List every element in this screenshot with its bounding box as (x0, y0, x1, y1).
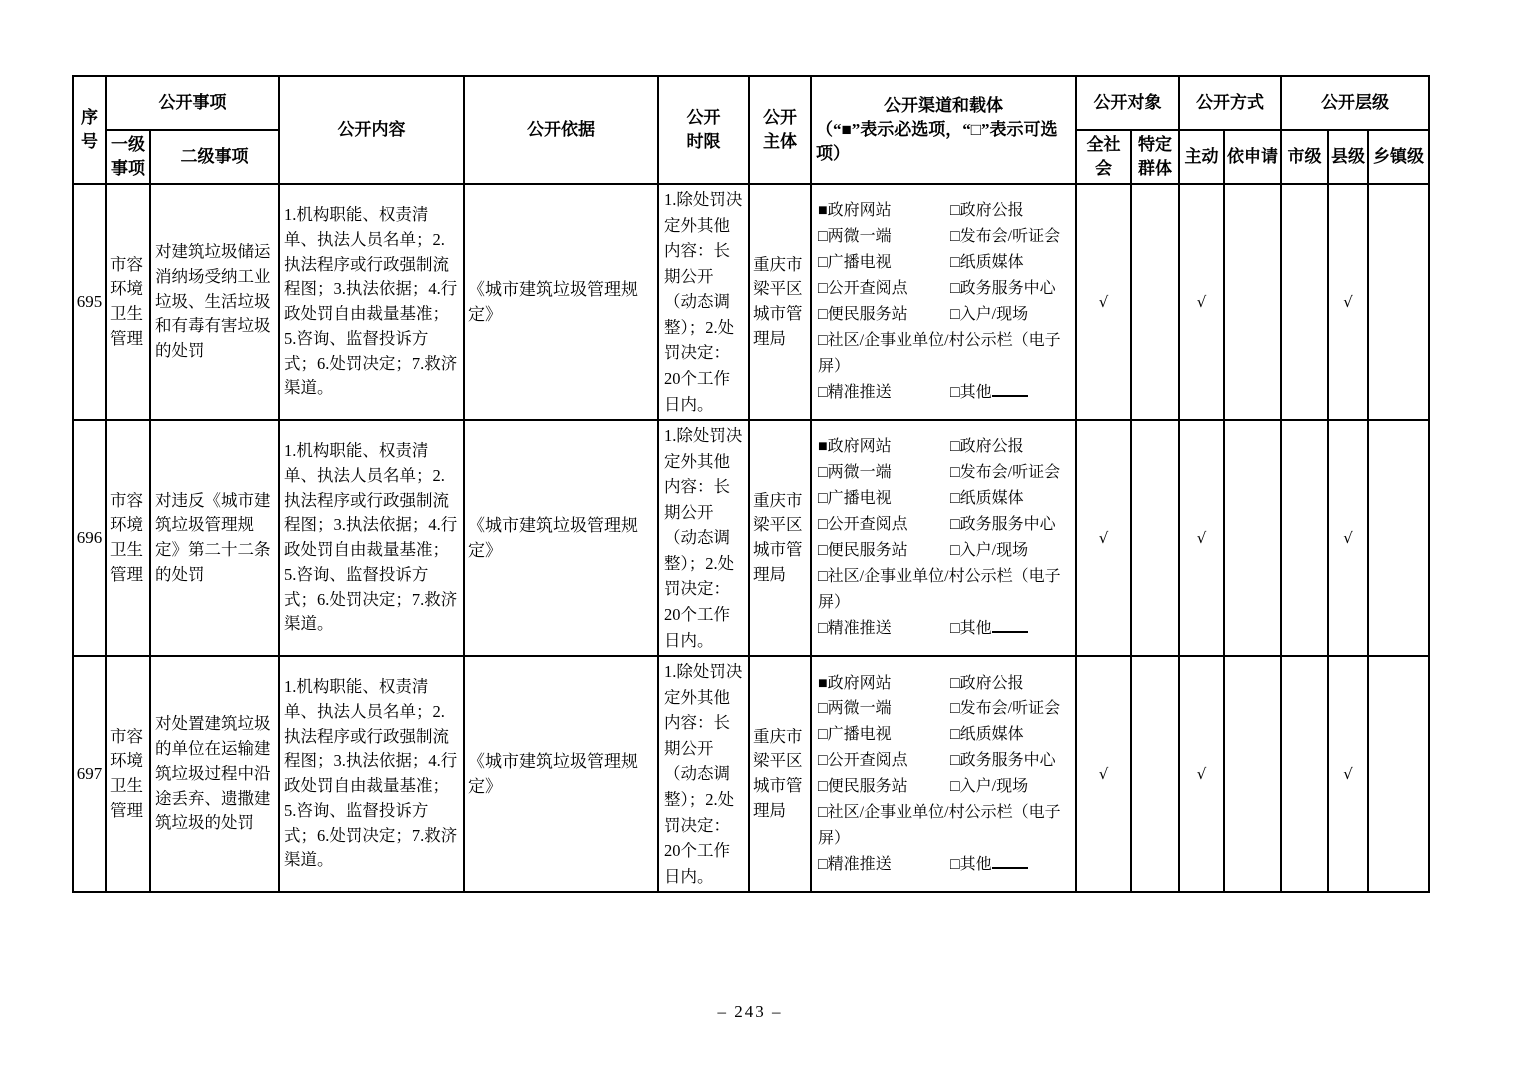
channel-option-row (818, 434, 1073, 460)
header-level-county: 县级 (1328, 130, 1368, 184)
level2-cell: 对建筑垃圾储运消纳场受纳工业垃圾、生活垃圾和有毒有害垃圾的处罚 (150, 184, 279, 420)
subject-cell: 重庆市梁平区城市管理局 (749, 656, 811, 892)
channel-option-row (818, 302, 1073, 328)
checkbox-empty-icon: □ (818, 726, 828, 744)
channel-option (818, 434, 950, 460)
channel-option (818, 671, 950, 697)
channel-option (950, 852, 1073, 878)
channel-option-row (818, 616, 1073, 642)
channel-option (818, 774, 950, 800)
channel-option (950, 696, 1073, 722)
header-target-all-label: 全社会 (1086, 135, 1121, 178)
channel-option (818, 852, 950, 878)
channel-option-row (818, 276, 1073, 302)
checkbox-empty-icon: □ (950, 438, 960, 456)
checkbox-empty-icon: □ (818, 228, 828, 246)
channel-option-row (818, 224, 1073, 250)
channel-option (818, 616, 950, 642)
checkbox-empty-icon: □ (950, 490, 960, 508)
time-limit-cell: 1.除处罚决定外其他内容：长期公开（动态调整）；2.处罚决定：20个工作日内。 (658, 420, 749, 656)
channels-cell (811, 420, 1076, 656)
check-method-active: √ (1179, 656, 1224, 892)
channel-option-label: 广播电视 (827, 726, 892, 744)
checkbox-empty-icon: □ (818, 516, 828, 534)
header-level-township: 乡镇级 (1368, 130, 1429, 184)
channel-option (818, 564, 1073, 616)
channel-option-label: 广播电视 (827, 490, 892, 508)
header-basis: 公开依据 (464, 76, 658, 184)
checkbox-empty-icon: □ (818, 383, 828, 401)
channel-option (950, 434, 1073, 460)
channel-option (950, 748, 1073, 774)
serial-cell: 695 (73, 184, 106, 420)
checkbox-empty-icon: □ (950, 306, 960, 324)
serial-cell: 697 (73, 656, 106, 892)
channel-option-label: 政务服务中心 (959, 516, 1056, 534)
level1-cell: 市容环境卫生管理 (106, 184, 150, 420)
channel-option (818, 800, 1073, 852)
channel-option (950, 276, 1073, 302)
checkbox-filled-icon: ■ (818, 674, 828, 692)
header-target-all (1076, 130, 1131, 184)
checkbox-empty-icon: □ (950, 855, 960, 873)
channel-option-label: 入户/现场 (959, 306, 1029, 324)
level2-cell: 对违反《城市建筑垃圾管理规定》第二十二条的处罚 (150, 420, 279, 656)
channel-option-label: 便民服务站 (827, 306, 908, 324)
checkbox-empty-icon: □ (818, 542, 828, 560)
channel-option-row (818, 486, 1073, 512)
channels-cell (811, 184, 1076, 420)
header-time-limit (658, 76, 749, 184)
checkbox-empty-icon: □ (818, 778, 828, 796)
channel-option-label: 纸质媒体 (959, 726, 1024, 744)
channel-option (950, 198, 1073, 224)
check-target-all: √ (1076, 184, 1131, 420)
channel-option-label: 入户/现场 (959, 542, 1029, 560)
check-level-county: √ (1328, 184, 1368, 420)
level1-cell: 市容环境卫生管理 (106, 420, 150, 656)
checkbox-filled-icon: ■ (818, 438, 828, 456)
checkbox-filled-icon: ■ (818, 202, 828, 220)
checkbox-empty-icon: □ (950, 726, 960, 744)
header-method-on-request: 依申请 (1224, 130, 1281, 184)
checkbox-empty-icon: □ (950, 542, 960, 560)
channel-option (818, 696, 950, 722)
channel-option-label: 政府公报 (959, 438, 1024, 456)
channel-option (818, 512, 950, 538)
basis-cell: 《城市建筑垃圾管理规定》 (464, 656, 658, 892)
channel-option-label: 发布会/听证会 (959, 228, 1061, 246)
channel-option (950, 512, 1073, 538)
level1-cell: 市容环境卫生管理 (106, 656, 150, 892)
channel-option (818, 722, 950, 748)
header-channels-title: 公开渠道和载体 (884, 96, 1003, 116)
check-target-all: √ (1076, 656, 1131, 892)
channel-option-label: 社区/企事业单位/村公示栏（电子屏） (818, 331, 1061, 375)
channel-option-label: 公开查阅点 (827, 280, 908, 298)
channel-option-label: 政府网站 (827, 674, 892, 692)
channel-option-label: 其他 (959, 855, 992, 873)
checkbox-empty-icon: □ (818, 700, 828, 718)
header-level-city: 市级 (1281, 130, 1328, 184)
header-subject (749, 76, 811, 184)
channel-option (818, 538, 950, 564)
page-number: – 243 – (717, 1002, 783, 1021)
channel-option (818, 380, 950, 406)
channel-option-label: 两微一端 (827, 464, 892, 482)
check-method-active: √ (1179, 184, 1224, 420)
channel-option (950, 302, 1073, 328)
check-level-township (1368, 184, 1429, 420)
channel-option-label: 纸质媒体 (959, 254, 1024, 272)
channel-option-label: 公开查阅点 (827, 516, 908, 534)
blank-underline (992, 382, 1028, 397)
checkbox-empty-icon: □ (950, 619, 960, 637)
content-cell: 1.机构职能、权责清单、执法人员名单；2.执法程序或行政强制流程图；3.执法依据；4.行政处罚自由裁量基准；5.咨询、监督投诉方式；6.处罚决定；7.救济渠道。 (279, 420, 464, 656)
header-channels (811, 76, 1076, 184)
channel-option (950, 486, 1073, 512)
channel-option-row (818, 774, 1073, 800)
header-target: 公开对象 (1076, 76, 1179, 130)
checkbox-empty-icon: □ (818, 490, 828, 508)
header-matters-level1: 一级事项 (106, 130, 150, 184)
channel-option (818, 276, 950, 302)
checkbox-empty-icon: □ (950, 254, 960, 272)
checkbox-empty-icon: □ (818, 254, 828, 272)
channel-option-label: 发布会/听证会 (959, 700, 1061, 718)
channel-option-label: 社区/企事业单位/村公示栏（电子屏） (818, 568, 1061, 611)
channel-option-label: 政府网站 (827, 438, 892, 456)
header-time-limit-label: 公开时限 (686, 108, 721, 151)
channels-cell (811, 656, 1076, 892)
channel-option-row (818, 380, 1073, 406)
header-matters: 公开事项 (106, 76, 279, 130)
checkbox-empty-icon: □ (818, 280, 828, 298)
checkbox-empty-icon: □ (950, 464, 960, 482)
channel-option-label: 其他 (959, 383, 992, 401)
checkbox-empty-icon: □ (950, 752, 960, 770)
check-method-on-request (1224, 656, 1281, 892)
channel-option (818, 748, 950, 774)
check-method-on-request (1224, 420, 1281, 656)
header-serial: 序号 (73, 76, 106, 184)
checkbox-empty-icon: □ (950, 700, 960, 718)
check-target-all: √ (1076, 420, 1131, 656)
channel-option-label: 社区/企事业单位/村公示栏（电子屏） (818, 804, 1061, 847)
checkbox-empty-icon: □ (950, 280, 960, 298)
disclosure-table (72, 75, 1430, 893)
channel-option-label: 两微一端 (827, 228, 892, 246)
check-level-township (1368, 656, 1429, 892)
channel-option-label: 便民服务站 (827, 542, 908, 560)
channel-option-row (818, 748, 1073, 774)
channel-option-row (818, 671, 1073, 697)
channel-option (950, 460, 1073, 486)
check-level-township (1368, 420, 1429, 656)
time-limit-cell: 1.除处罚决定外其他内容：长期公开（动态调整）；2.处罚决定：20个工作日内。 (658, 656, 749, 892)
blank-underline (992, 854, 1028, 869)
check-target-specific (1131, 656, 1179, 892)
checkbox-empty-icon: □ (818, 331, 828, 349)
serial-cell: 696 (73, 420, 106, 656)
header-channels-note: （“■”表示必选项，“□”表示可选项） (816, 120, 1058, 163)
content-cell: 1.机构职能、权责清单、执法人员名单；2.执法程序或行政强制流程图；3.执法依据；4.行政处罚自由裁量基准；5.咨询、监督投诉方式；6.处罚决定；7.救济渠道。 (279, 656, 464, 892)
header-target-specific-label: 特定群体 (1137, 135, 1172, 178)
basis-cell: 《城市建筑垃圾管理规定》 (464, 420, 658, 656)
channel-option-label: 精准推送 (827, 383, 892, 401)
header-matters-level2: 二级事项 (150, 130, 279, 184)
channel-option-label: 两微一端 (827, 700, 892, 718)
channel-option-label: 入户/现场 (959, 778, 1029, 796)
channel-option-row (818, 512, 1073, 538)
subject-cell: 重庆市梁平区城市管理局 (749, 420, 811, 656)
checkbox-empty-icon: □ (818, 855, 828, 873)
channel-option-label: 政府公报 (959, 674, 1024, 692)
channel-option-label: 便民服务站 (827, 778, 908, 796)
checkbox-empty-icon: □ (950, 778, 960, 796)
channel-option (818, 486, 950, 512)
channel-option-label: 精准推送 (827, 619, 892, 637)
checkbox-empty-icon: □ (818, 568, 828, 585)
checkbox-empty-icon: □ (818, 619, 828, 637)
channel-option-label: 其他 (959, 619, 992, 637)
channel-option (950, 224, 1073, 250)
channel-option-row (818, 696, 1073, 722)
content-cell: 1.机构职能、权责清单、执法人员名单；2.执法程序或行政强制流程图；3.执法依据；4.行政处罚自由裁量基准；5.咨询、监督投诉方式；6.处罚决定；7.救济渠道。 (279, 184, 464, 420)
header-subject-label: 公开主体 (762, 108, 797, 151)
check-method-active: √ (1179, 420, 1224, 656)
checkbox-empty-icon: □ (818, 804, 828, 822)
channel-option (950, 671, 1073, 697)
table-row (73, 184, 1429, 420)
check-level-city (1281, 184, 1328, 420)
check-target-specific (1131, 420, 1179, 656)
channel-option-label: 发布会/听证会 (959, 464, 1061, 482)
level2-cell: 对处置建筑垃圾的单位在运输建筑垃圾过程中沿途丢弃、遗撒建筑垃圾的处罚 (150, 656, 279, 892)
time-limit-cell: 1.除处罚决定外其他内容：长期公开（动态调整）；2.处罚决定：20个工作日内。 (658, 184, 749, 420)
checkbox-empty-icon: □ (950, 674, 960, 692)
channel-option-row (818, 722, 1073, 748)
channel-option-label: 政府网站 (827, 202, 892, 220)
header-method: 公开方式 (1179, 76, 1281, 130)
basis-cell: 《城市建筑垃圾管理规定》 (464, 184, 658, 420)
blank-underline (992, 618, 1028, 633)
checkbox-empty-icon: □ (950, 383, 960, 401)
checkbox-empty-icon: □ (818, 752, 828, 770)
channel-option-label: 精准推送 (827, 855, 892, 873)
channel-option-row (818, 538, 1073, 564)
channel-option (818, 224, 950, 250)
header-method-active: 主动 (1179, 130, 1224, 184)
table-row (73, 656, 1429, 892)
checkbox-empty-icon: □ (950, 516, 960, 534)
channel-option (818, 198, 950, 224)
check-target-specific (1131, 184, 1179, 420)
channel-option-label: 广播电视 (827, 254, 892, 272)
check-level-county: √ (1328, 656, 1368, 892)
channel-option-label: 政府公报 (959, 202, 1024, 220)
subject-cell: 重庆市梁平区城市管理局 (749, 184, 811, 420)
channel-option-row (818, 250, 1073, 276)
check-method-on-request (1224, 184, 1281, 420)
channel-option (950, 538, 1073, 564)
channel-option (950, 250, 1073, 276)
channel-option-label: 政务服务中心 (959, 752, 1056, 770)
channel-option (950, 774, 1073, 800)
check-level-city (1281, 420, 1328, 656)
header-level: 公开层级 (1281, 76, 1429, 130)
channel-option (818, 302, 950, 328)
checkbox-empty-icon: □ (950, 202, 960, 220)
check-level-city (1281, 656, 1328, 892)
channel-option-label: 纸质媒体 (959, 490, 1024, 508)
channel-option-row (818, 852, 1073, 878)
channel-option (818, 328, 1073, 380)
checkbox-empty-icon: □ (950, 228, 960, 246)
checkbox-empty-icon: □ (818, 464, 828, 482)
header-target-specific (1131, 130, 1179, 184)
channel-option (950, 616, 1073, 642)
channel-option-row (818, 198, 1073, 224)
check-level-county: √ (1328, 420, 1368, 656)
channel-option-row (818, 460, 1073, 486)
channel-option (950, 380, 1073, 406)
channel-option (818, 250, 950, 276)
channel-option (818, 460, 950, 486)
checkbox-empty-icon: □ (818, 306, 828, 324)
channel-option-label: 公开查阅点 (827, 752, 908, 770)
table-row (73, 420, 1429, 656)
channel-option-label: 政务服务中心 (959, 280, 1056, 298)
header-content: 公开内容 (279, 76, 464, 184)
channel-option (950, 722, 1073, 748)
